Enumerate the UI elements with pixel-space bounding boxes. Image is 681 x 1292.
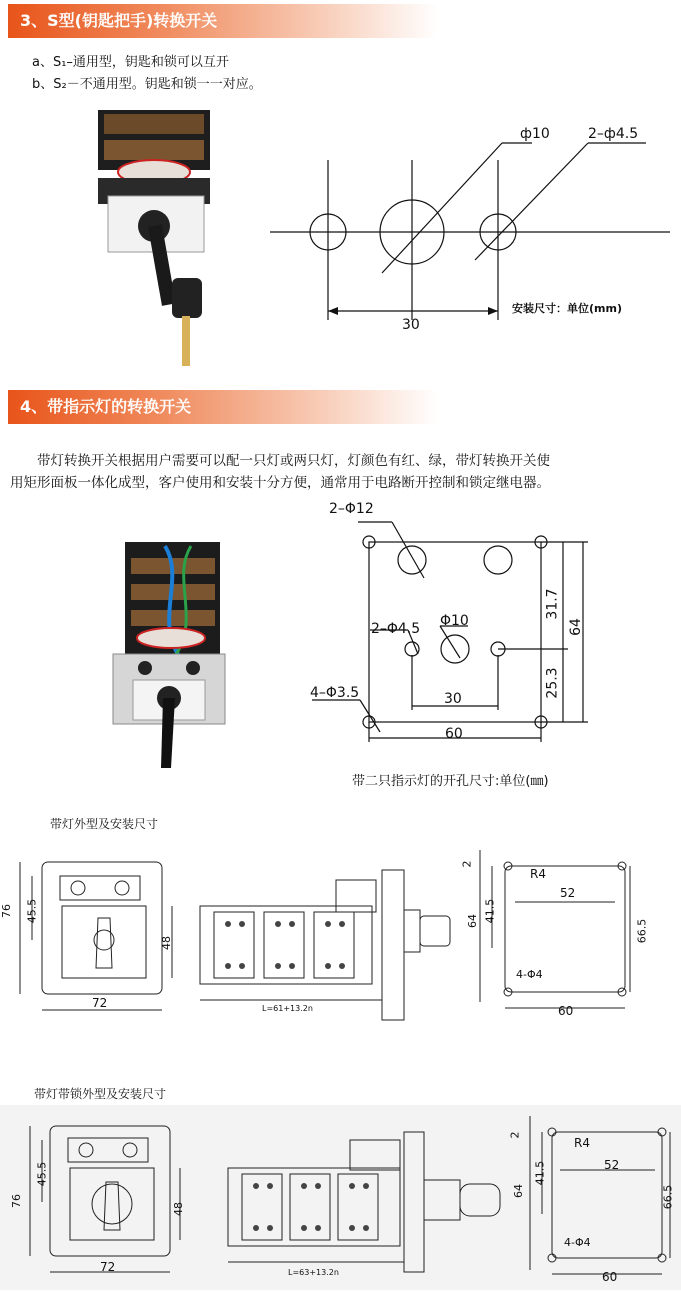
d1-2: 2 bbox=[460, 860, 474, 868]
dwg-4phi35-label: 4–Φ3.5 bbox=[310, 685, 360, 701]
dim-30-label: 30 bbox=[402, 317, 420, 333]
d1-41-5: 41.5 bbox=[483, 898, 497, 924]
section-3-header: 3、S型(钥匙把手)转换开关 bbox=[8, 4, 438, 38]
d1-52: 52 bbox=[560, 886, 576, 900]
indicator-switch-photo bbox=[105, 538, 230, 773]
dwg-31-7-label: 31.7 bbox=[544, 588, 561, 620]
dim-phi10-label: ф10 bbox=[520, 126, 550, 142]
drawing1-title: 带灯外型及安装尺寸 bbox=[50, 817, 159, 831]
d2-52: 52 bbox=[604, 1158, 620, 1172]
d1-r4: R4 bbox=[530, 867, 546, 881]
d2-4phi4: 4-Φ4 bbox=[564, 1236, 591, 1249]
d1-72: 72 bbox=[92, 996, 108, 1010]
d1-length: L=61+13.2n bbox=[262, 1004, 313, 1013]
dwg-phi10-label: Φ10 bbox=[440, 613, 469, 629]
d1-76: 76 bbox=[0, 904, 13, 918]
dwg-25-3-label: 25.3 bbox=[544, 667, 561, 699]
dwg-2phi45-label: 2–Φ4.5 bbox=[371, 621, 421, 637]
d1-4phi4: 4-Φ4 bbox=[516, 968, 543, 981]
section-4-header: 4、带指示灯的转换开关 bbox=[8, 390, 438, 424]
d2-64: 64 bbox=[512, 1184, 525, 1198]
dwg-60-label: 60 bbox=[445, 726, 463, 742]
d2-45-5: 45.5 bbox=[35, 1161, 49, 1187]
d1-64: 64 bbox=[466, 914, 479, 928]
d1-45-5: 45.5 bbox=[25, 898, 39, 924]
d1-66-5: 66.5 bbox=[635, 918, 649, 944]
d2-76: 76 bbox=[10, 1194, 23, 1208]
s1-description: a、S₁–通用型，钥匙和锁可以互开 bbox=[32, 55, 229, 70]
dwg-2phi12-label: 2–Φ12 bbox=[329, 501, 374, 517]
d2-r4: R4 bbox=[574, 1136, 590, 1150]
intro-line-2: 用矩形面板一体化成型，客户使用和安装十分方便，通常用于电路断开控制和锁定继电器。 bbox=[10, 475, 550, 491]
d2-length: L=63+13.2n bbox=[288, 1268, 339, 1277]
cutout-caption: 带二只指示灯的开孔尺寸:单位(㎜) bbox=[352, 774, 549, 789]
d2-72: 72 bbox=[100, 1260, 116, 1274]
dwg-30-label: 30 bbox=[444, 691, 462, 707]
d1-60: 60 bbox=[558, 1004, 574, 1018]
s2-description: b、S₂－不通用型。钥匙和锁一一对应。 bbox=[32, 77, 262, 92]
d2-66-5: 66.5 bbox=[661, 1184, 675, 1210]
d2-41-5: 41.5 bbox=[533, 1160, 547, 1186]
intro-line-1: 带灯转换开关根据用户需要可以配一只灯或两只灯，灯颜色有红、绿，带灯转换开关使 bbox=[37, 453, 550, 469]
drawing2-title: 带灯带锁外型及安装尺寸 bbox=[34, 1087, 167, 1101]
dwg-64-label: 64 bbox=[567, 618, 584, 636]
d2-2: 2 bbox=[508, 1131, 522, 1139]
d2-60: 60 bbox=[602, 1270, 618, 1284]
dim-2phi45-label: 2–ф4.5 bbox=[588, 126, 639, 142]
unit-note: 安装尺寸：单位(mm) bbox=[512, 302, 622, 315]
d1-48: 48 bbox=[160, 936, 173, 950]
d2-48: 48 bbox=[172, 1202, 185, 1216]
key-switch-photo bbox=[90, 100, 220, 380]
